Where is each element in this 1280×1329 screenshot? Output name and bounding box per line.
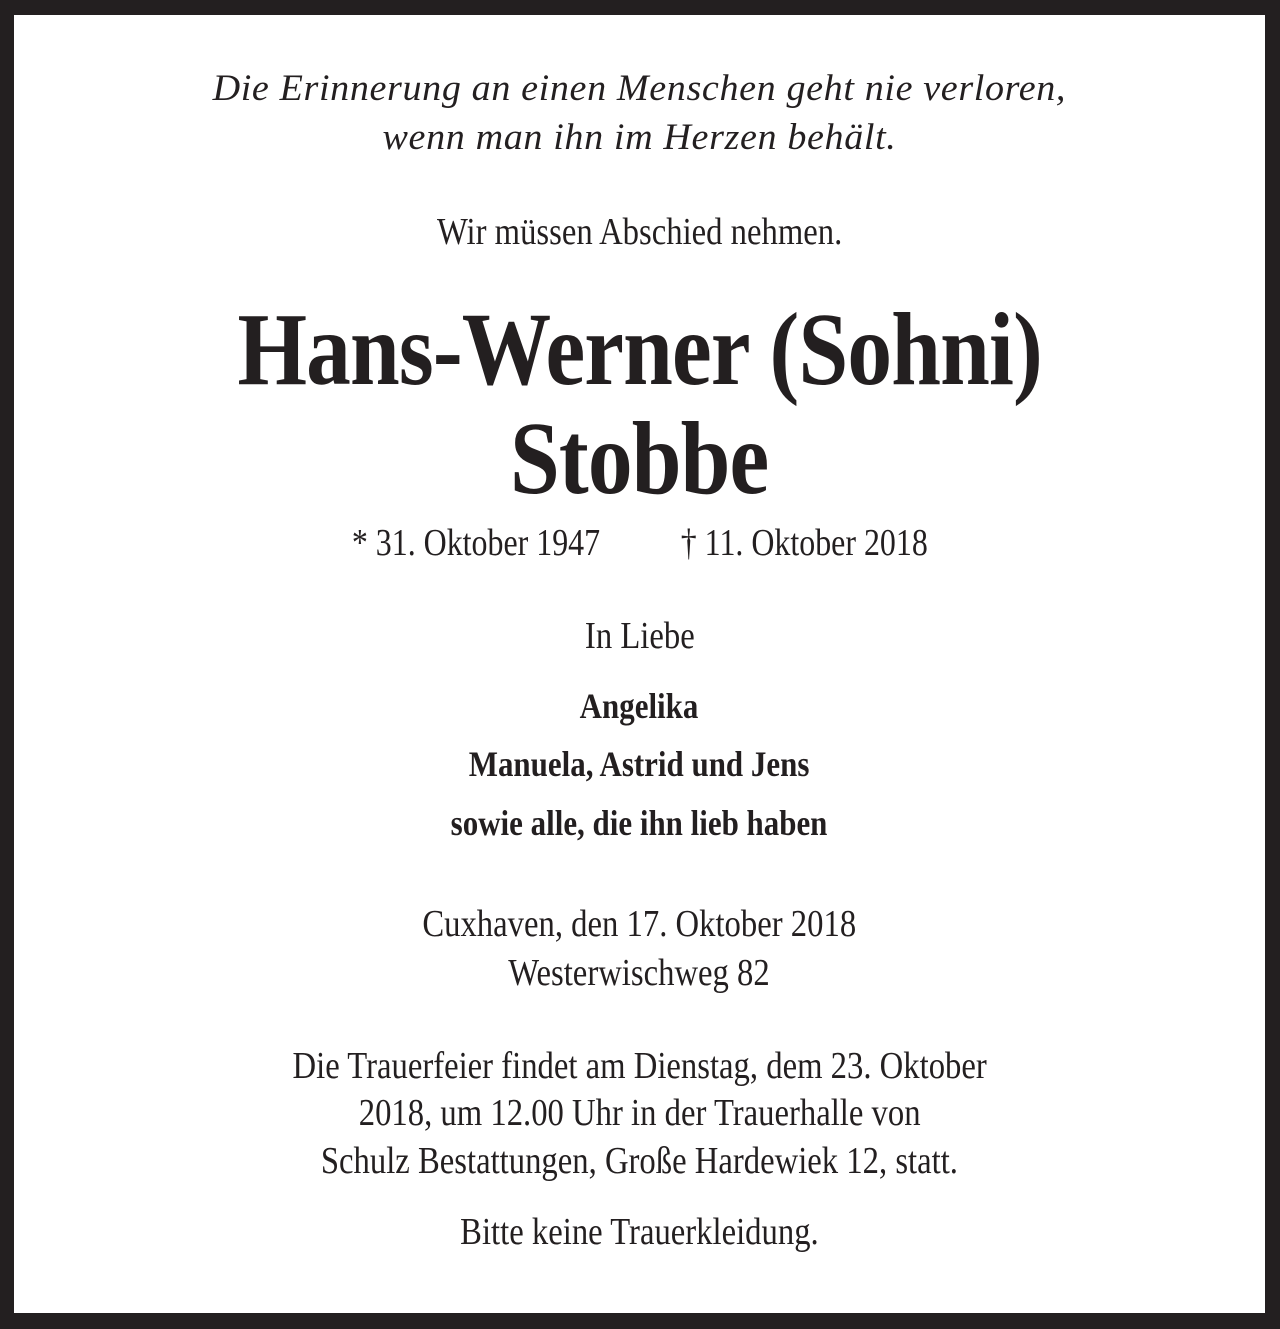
birth-date: * 31. Oktober 1947 [351,522,600,564]
mourner-line: Manuela, Astrid und Jens [469,744,810,784]
in-love-text: In Liebe [584,615,695,657]
mourner-line: Angelika [580,686,699,726]
motto-line-2: wenn man ihn im Herzen behält. [382,117,897,158]
place-date: Cuxhaven, den 17. Oktober 2018 [422,903,857,945]
motto-line-1: Die Erinnerung an einen Menschen geht nie verloren, [212,68,1067,109]
intro-text: Wir müssen Abschied nehmen. [436,211,843,253]
deceased-name-line-1: Hans-Werner (Sohni) [237,292,1042,407]
funeral-info-line: Die Trauerfeier findet am Dienstag, dem 23. Oktober [292,1045,987,1087]
deceased-name-line-2: Stobbe [510,401,769,516]
funeral-info-line: Schulz Bestattungen, Große Hardewiek 12, statt. [320,1140,959,1182]
death-date: † 11. Oktober 2018 [680,522,928,564]
address: Westerwischweg 82 [508,952,771,994]
obituary-card [14,15,1265,1313]
closing-note: Bitte keine Trauerkleidung. [460,1211,819,1253]
funeral-info-line: 2018, um 12.00 Uhr in der Trauerhalle von [358,1092,921,1134]
life-dates [14,524,1265,562]
mourner-line: sowie alle, die ihn lieb haben [451,803,828,843]
